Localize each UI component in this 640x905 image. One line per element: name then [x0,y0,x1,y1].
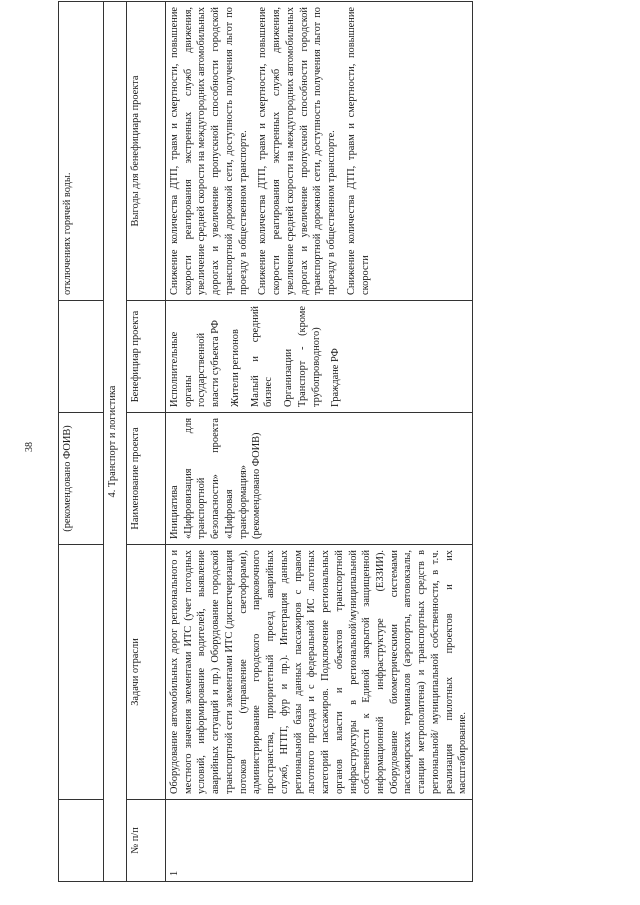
header-tasks: Задачи отрасли [127,545,166,800]
row-num: 1 [166,800,473,882]
beneficiary-item: Жители регионов [229,329,241,407]
table-row [166,2,473,882]
benefit-item: Снижение количества ДТП, травм и смертности, повышение скорости реагирования экстренных служб движения, увеличение средней скорости на междугородних автомобильных дорогах и увеличение пропускной способности городской транспортной дорожной сети, доступность получения льгот по проезду в общественном транспорте. [169,7,249,295]
rotated-table-sheet [58,2,620,882]
row-project-name: Инициатива «Цифровизация для транспортной безопасности» проекта «Цифровая трансформация» (рекомендовано ФОИВ) [166,413,473,545]
row-beneficiaries [166,301,473,413]
header-beneficiary: Бенефициар проекта [127,301,166,413]
table-section-row [104,2,127,882]
beneficiary-item: Исполнительные органы государственной власти субъекта РФ [169,319,222,407]
cell-empty-num [59,800,104,882]
table-row-continued [59,2,104,882]
table-header-row [127,2,166,882]
header-benefits: Выгоды для бенефициара проекта [127,2,166,301]
benefit-item: Снижение количества ДТП, травм и смертности, повышение скорости реагирования экстренных служб движения, увеличение средней скорости на междугородних автомобильных дорогах и увеличение пропускной способности городской транспортной дорожной сети, доступность получения льгот по проезду в общественном транспорте. [257,7,338,295]
beneficiary-item: Организации Транспорт - (кроме трубопроводного) [283,306,322,407]
header-project-name: Наименование проекта [127,413,166,545]
cell-empty-tasks [59,545,104,800]
section-title: 4. Транспорт и логистика [104,2,127,882]
page-number: 38 [24,442,35,452]
header-num: № п/п [127,800,166,882]
cell-continued-recommendation: (рекомендовано ФОИВ) [59,413,104,545]
cell-empty-beneficiary [59,301,104,413]
row-benefits [166,2,473,301]
benefit-item: Снижение количества ДТП, травм и смертности, повышение скорости [345,7,371,295]
beneficiary-item: Малый и средний бизнес [249,306,275,407]
projects-table [58,1,473,882]
row-tasks: Оборудование автомобильных дорог регионального и местного значения элементами ИТС (учет погодных условий, информирование водителей, выявление аварийных ситуаций и пр.) Оборудование городской транспортной сети элементами ИТС (диспетчеризация потоков (управление светофорами), администрирование городского парковочного пространства, приоритетный проезд аварийных служб, НГПТ, фур и пр.). Интеграция данных региональной базы данных пассажиров с правом льготного проезда и с федеральной ИС льготных категорий пассажиров. Подключение региональных органов власти и объектов транспортной инфраструктуры в региональной/муниципальной собственности к Единой закрытой защищенной информационной инфраструктуре (ЕЗЗИИ). Оборудование биометрическими системами пассажирских терминалов (аэропорты, автовокзалы, станции метрополитена) и транспортных средств в региональной/ муниципальной собственности, в т.ч. реализация пилотных проектов и их масштабирование. [166,545,473,800]
beneficiary-item: Граждане РФ [330,348,342,407]
cell-continued-benefits: отключениях горячей воды. [59,2,104,301]
